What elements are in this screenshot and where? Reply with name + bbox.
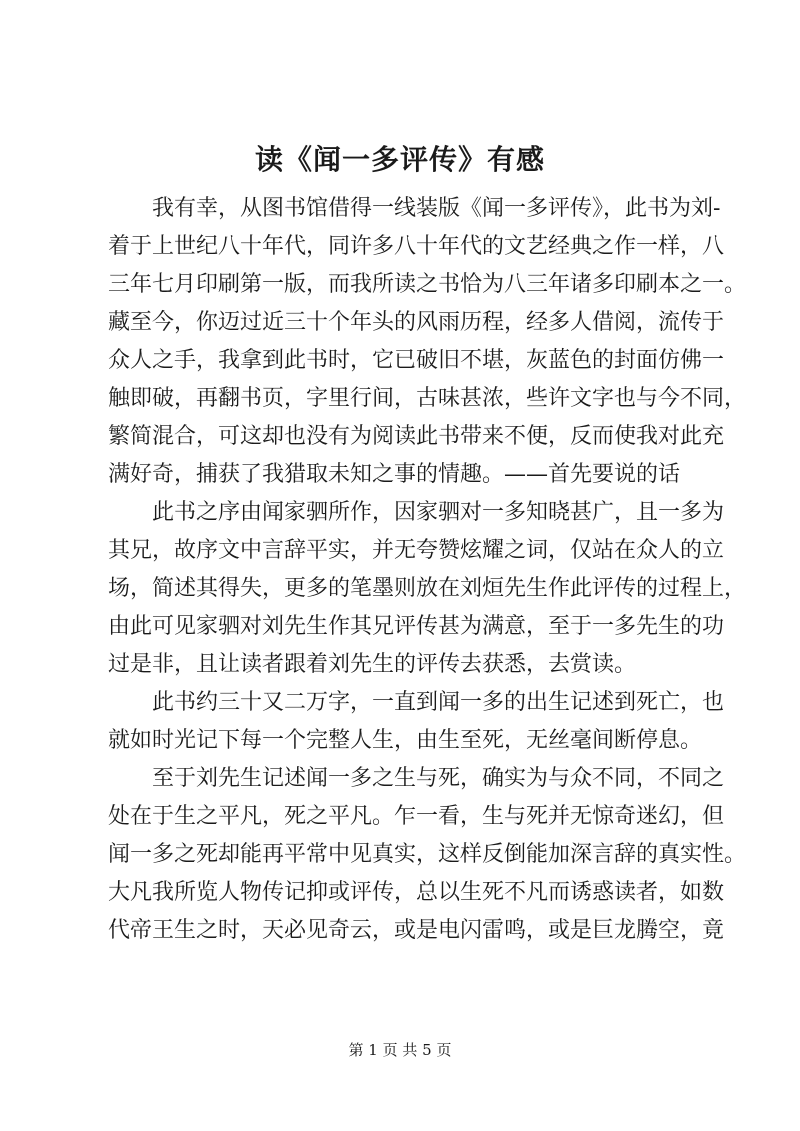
- text-line: 处在于生之平凡，死之平凡。乍一看，生与死并无惊奇迷幻，但: [108, 804, 725, 829]
- text-line: 大凡我所览人物传记抑或评传，总以生死不凡而诱惑读者，如数: [108, 880, 725, 905]
- text-line: 其兄，故序文中言辞平实，并无夸赞炫耀之词，仅站在众人的立: [108, 538, 725, 563]
- page-footer: 第 1 页 共 5 页: [348, 1041, 452, 1059]
- document-title: 读《闻一多评传》有感: [254, 143, 545, 176]
- document-body: [108, 190, 747, 950]
- text-line: 此书之序由闻家驷所作，因家驷对一多知晓甚广，且一多为: [152, 500, 725, 525]
- text-line: 着于上世纪八十年代，同许多八十年代的文艺经典之作一样，八: [108, 234, 725, 259]
- text-line: 闻一多之死却能再平常中见真实，这样反倒能加深言辞的真实性。: [108, 842, 747, 867]
- text-line: 就如时光记下每一个完整人生，由生至死，无丝毫间断停息。: [108, 728, 703, 753]
- text-line: 此书约三十又二万字，一直到闻一多的出生记述到死亡，也: [152, 690, 725, 715]
- text-line: 繁简混合，可这却也没有为阅读此书带来不便，反而使我对此充: [108, 424, 725, 449]
- text-line: 由此可见家驷对刘先生作其兄评传甚为满意，至于一多先生的功: [108, 614, 725, 639]
- text-line: 触即破，再翻书页，字里行间，古味甚浓，些许文字也与今不同，: [108, 386, 747, 411]
- text-line: 藏至今，你迈过近三十个年头的风雨历程，经多人借阅，流传于: [108, 310, 725, 335]
- text-line: 三年七月印刷第一版，而我所读之书恰为八三年诸多印刷本之一。: [108, 272, 747, 297]
- text-line: 代帝王生之时，天必见奇云，或是电闪雷鸣，或是巨龙腾空，竟: [108, 918, 725, 943]
- text-line: 众人之手，我拿到此书时，它已破旧不堪，灰蓝色的封面仿佛一: [108, 348, 725, 373]
- text-line: 场，简述其得失，更多的笔墨则放在刘烜先生作此评传的过程上，: [108, 576, 747, 601]
- text-line: 满好奇，捕获了我猎取未知之事的情趣。——首先要说的话: [108, 462, 681, 487]
- text-line: 至于刘先生记述闻一多之生与死，确实为与众不同，不同之: [152, 766, 725, 791]
- text-line: 过是非，且让读者跟着刘先生的评传去获悉，去赏读。: [108, 652, 637, 677]
- text-line: 我有幸，从图书馆借得一线装版《闻一多评传》，此书为刘-: [152, 196, 721, 221]
